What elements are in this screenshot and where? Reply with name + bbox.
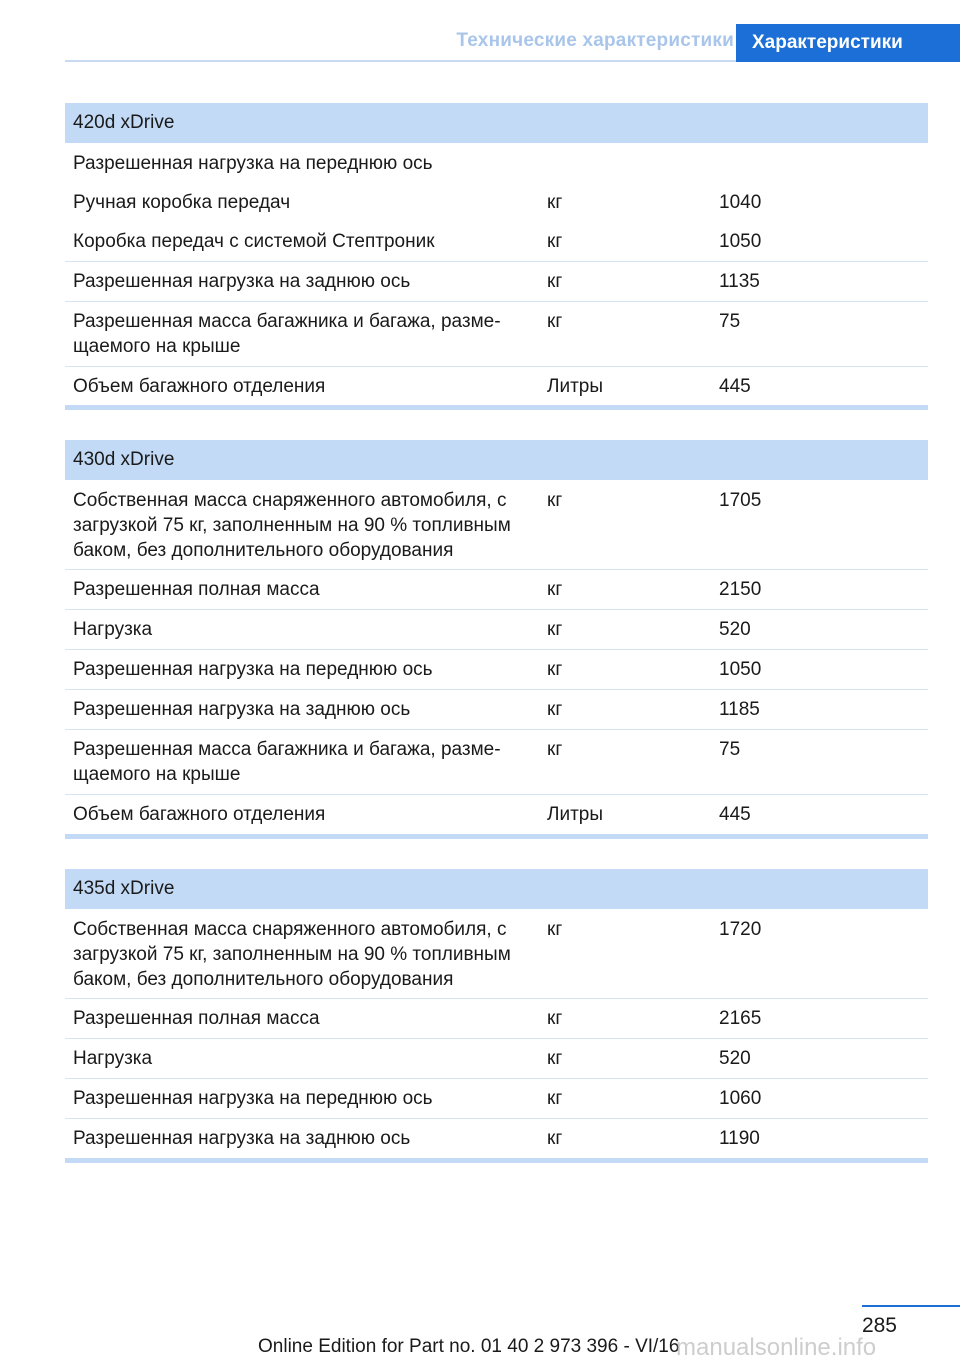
row-unit: кг (547, 739, 563, 760)
row-unit: кг (547, 1088, 563, 1109)
row-label: Ручная коробка передач (73, 192, 291, 213)
row-label: Собственная масса снаряженного автомобиля, с загрузкой 75 кг, заполненным на 90 % топливным баком, без дополнительного оборудования (73, 919, 511, 990)
row-unit: кг (547, 311, 563, 332)
table-row (65, 730, 928, 795)
spec-table-420d (65, 103, 928, 410)
row-label: Разрешенная нагрузка на заднюю ось (73, 699, 411, 720)
table-row (65, 999, 928, 1039)
header-chapter-tab: Характеристики (736, 24, 960, 62)
row-unit: кг (547, 1128, 563, 1149)
table-bottom-rule (65, 405, 928, 410)
row-value: 520 (719, 1048, 751, 1069)
row-value: 520 (719, 619, 751, 640)
row-unit: кг (547, 192, 563, 213)
table-bottom-rule (65, 834, 928, 839)
row-unit: кг (547, 619, 563, 640)
row-label: Нагрузка (73, 619, 153, 640)
table-row (65, 1079, 928, 1119)
row-value: 445 (719, 376, 751, 397)
row-value: 1190 (719, 1128, 760, 1149)
row-value (711, 151, 928, 183)
table-row (65, 183, 928, 222)
header-section-title: Технические характеристики (456, 30, 734, 51)
row-label: Разрешенная полная масса (73, 1008, 320, 1029)
page-header (65, 24, 960, 62)
row-value: 1050 (719, 231, 762, 252)
row-value: 2165 (719, 1008, 762, 1029)
row-value: 75 (719, 311, 741, 332)
row-value: 1050 (719, 659, 762, 680)
row-label: Разрешенная масса багажника и багажа, разме- щаемого на крыше (73, 739, 501, 785)
table-row (65, 1119, 928, 1158)
table-title: 435d xDrive (65, 869, 928, 909)
watermark: manualsonline.info (676, 1334, 877, 1361)
row-unit: кг (547, 659, 563, 680)
footer-rule (862, 1305, 960, 1307)
table-title: 420d xDrive (65, 103, 928, 143)
table-row (65, 650, 928, 690)
table-row (65, 262, 928, 302)
row-label: Нагрузка (73, 1048, 153, 1069)
row-unit: кг (547, 271, 563, 292)
row-value: 1720 (719, 919, 762, 940)
row-unit: Литры (547, 804, 604, 825)
edition-note: Online Edition for Part no. 01 40 2 973 396 - VI/16 (258, 1336, 680, 1357)
table-row (65, 222, 928, 262)
row-label: Разрешенная нагрузка на переднюю ось (73, 1088, 433, 1109)
table-row (65, 480, 928, 570)
row-unit: кг (547, 919, 563, 940)
row-value: 445 (719, 804, 751, 825)
spec-table-435d (65, 869, 928, 1163)
row-label: Разрешенная нагрузка на переднюю ось (73, 659, 433, 680)
table-row (65, 570, 928, 610)
row-label: Объем багажного отделения (73, 804, 326, 825)
table-row (65, 1039, 928, 1079)
table-row (65, 143, 928, 183)
table-row (65, 909, 928, 999)
row-value: 2150 (719, 579, 762, 600)
row-label: Разрешенная масса багажника и багажа, разме- щаемого на крыше (73, 311, 501, 357)
row-label: Разрешенная нагрузка на заднюю ось (73, 1128, 411, 1149)
row-value: 1060 (719, 1088, 762, 1109)
row-value: 1705 (719, 490, 762, 511)
row-label: Коробка передач с системой Стептроник (73, 231, 435, 252)
row-unit: кг (547, 1008, 563, 1029)
spec-table-430d (65, 440, 928, 839)
row-unit: кг (547, 579, 563, 600)
row-value: 75 (719, 739, 741, 760)
row-value: 1185 (719, 699, 760, 720)
row-unit: кг (547, 231, 563, 252)
row-unit: кг (547, 699, 563, 720)
table-bottom-rule (65, 1158, 928, 1163)
table-row (65, 610, 928, 650)
row-value: 1040 (719, 192, 762, 213)
table-row (65, 690, 928, 730)
row-label: Разрешенная нагрузка на заднюю ось (73, 271, 411, 292)
row-label: Разрешенная полная масса (73, 579, 320, 600)
row-unit: кг (547, 490, 563, 511)
table-title: 430d xDrive (65, 440, 928, 480)
row-unit: кг (547, 1048, 563, 1069)
row-label: Разрешенная нагрузка на переднюю ось (73, 153, 433, 174)
row-unit: Литры (547, 376, 604, 397)
table-row (65, 367, 928, 405)
row-label: Собственная масса снаряженного автомобиля, с загрузкой 75 кг, заполненным на 90 % топливным баком, без дополнительного оборудования (73, 490, 511, 561)
table-row (65, 795, 928, 834)
row-unit (539, 151, 711, 183)
row-label: Объем багажного отделения (73, 376, 326, 397)
table-row (65, 302, 928, 367)
row-value: 1135 (719, 271, 760, 292)
page-number: 285 (861, 1314, 897, 1337)
